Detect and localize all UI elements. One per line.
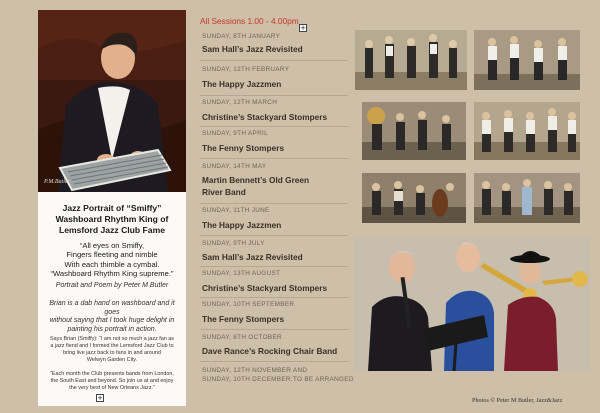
divider — [200, 158, 348, 159]
session-date: SUNDAY, 12TH FEBRUARY — [202, 66, 290, 73]
session-band: The Happy Jazzmen — [202, 79, 282, 89]
session-date: SUNDAY, 8TH OCTOBER — [202, 334, 282, 341]
divider — [200, 329, 348, 330]
band-photo — [474, 30, 580, 90]
session-date: SUNDAY, 14TH MAY — [202, 163, 267, 170]
painting-signature: P.M.Butler — [44, 179, 70, 185]
paragraph-line: Brian is a dab hand on washboard and it goes — [49, 300, 175, 316]
club-quote — [43, 371, 181, 392]
band-photo — [474, 102, 580, 160]
poem-line: “All eyes on Smiffy, — [79, 241, 145, 250]
paragraph-line: the South East and beyond. So join us at and enjoy — [50, 377, 174, 384]
expand-plus-icon[interactable]: + — [300, 24, 306, 32]
session-date: SUNDAY, 13TH AUGUST — [202, 270, 281, 277]
session-band: Dave Rance’s Rocking Chair Band — [202, 346, 338, 356]
poem — [44, 241, 180, 278]
divider — [200, 203, 348, 204]
paragraph-line: a jazz fiend and I formed the Lemsford Jazz Club to — [50, 342, 174, 349]
left-panel — [38, 10, 186, 406]
divider — [200, 126, 348, 127]
featured-band-photo — [354, 237, 590, 371]
smiffy-portrait-painting — [38, 10, 186, 192]
band-photo — [355, 30, 467, 90]
expand-plus-icon[interactable]: + — [97, 394, 103, 402]
paragraph-line: “Each month the Club presents bands from London, — [50, 371, 174, 377]
session-band: Sam Hall’s Jazz Revisited — [202, 44, 303, 54]
brian-paragraph — [43, 300, 181, 334]
paragraph-line: bring live jazz back to fans in and around — [63, 349, 161, 356]
session-date: SUNDAY, 8TH JANUARY — [202, 33, 281, 40]
paragraph-line: Welwyn Garden City. — [86, 356, 138, 363]
band-photo — [362, 173, 466, 223]
portrait-attribution: Portrait and Poem by Peter M Butler — [55, 282, 169, 289]
session-band: The Fenny Stompers — [202, 143, 285, 153]
poem-line: With each thimble a cymbal. — [64, 259, 160, 269]
poem-line: “Washboard Rhythm King supreme.” — [50, 268, 174, 278]
band-photo — [474, 173, 580, 223]
session-date: SUNDAY, 10TH SEPTEMBER — [202, 301, 295, 308]
divider — [200, 266, 348, 267]
divider — [200, 297, 348, 298]
caption-line: Jazz Portrait of “Smiffy” — [62, 203, 162, 213]
session-date: SUNDAY, 9TH APRIL — [202, 130, 268, 137]
poem-line: Fingers fleeting and nimble — [66, 250, 158, 260]
paragraph-line: without saying that I took huge delight in — [49, 317, 175, 325]
band-line: River Band — [202, 187, 246, 197]
session-band — [202, 174, 352, 198]
session-date: SUNDAY, 11TH JUNE — [202, 207, 270, 214]
session-band: The Fenny Stompers — [202, 314, 285, 324]
band-line: Martin Bennett’s Old Green — [202, 175, 310, 185]
photo-credit: Photos © Peter M Butler, Jazz&Jazz — [472, 397, 563, 404]
sessions-header: All Sessions 1.00 - 4.00pm — [200, 16, 299, 26]
session-date: SUNDAY, 12TH MARCH — [202, 99, 278, 106]
session-band: The Happy Jazzmen — [202, 220, 282, 230]
tba-line: SUNDAY, 10TH DECEMBER:TO BE ARRANGED — [202, 376, 354, 383]
session-date: SUNDAY, 9TH JULY — [202, 240, 265, 247]
divider — [200, 95, 348, 96]
session-band: Christine’s Stackyard Stompers — [202, 283, 328, 293]
tba-sessions — [202, 366, 354, 384]
band-photo — [362, 102, 466, 160]
divider — [200, 235, 348, 236]
divider — [200, 361, 348, 362]
caption-line: Lemsford Jazz Club Fame — [58, 225, 165, 235]
caption-line: Washboard Rhythm King of — [55, 214, 169, 224]
paragraph-line: the very best of New Orleans Jazz.” — [69, 384, 155, 391]
paragraph-line: painting his portrait in action. — [67, 325, 157, 333]
smiffy-quote — [43, 336, 181, 364]
session-band: Sam Hall’s Jazz Revisited — [202, 252, 303, 262]
tba-line: SUNDAY, 12TH NOVEMBER AND — [202, 367, 308, 374]
portrait-caption-title — [42, 203, 182, 236]
session-band: Christine’s Stackyard Stompers — [202, 112, 328, 122]
divider — [200, 60, 348, 61]
paragraph-line: Says Brian (Smiffy): “I am not so much a jazz fan as — [50, 336, 174, 342]
